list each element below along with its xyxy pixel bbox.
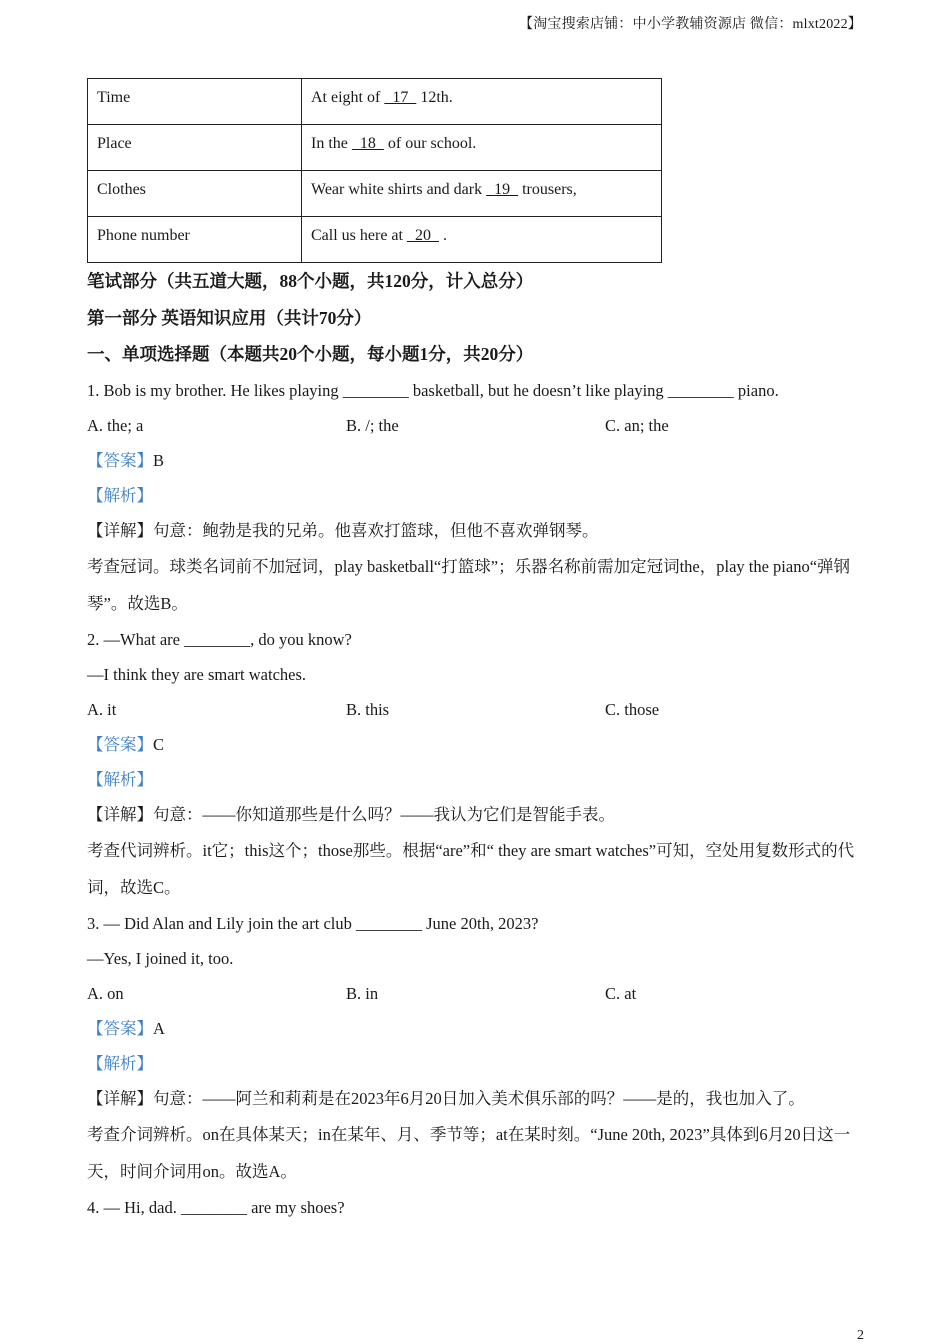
option-c: C. those	[605, 699, 660, 719]
table-row	[88, 217, 662, 263]
option-a: A. it	[87, 699, 117, 719]
answer-line	[87, 727, 867, 762]
answer-line	[87, 1011, 867, 1046]
question-2-options	[87, 692, 867, 727]
answer-value: C	[153, 734, 165, 754]
section1-heading: 一、单项选择题（本题共20个小题，每小题1分，共20分）	[87, 344, 534, 364]
question-3-options	[87, 976, 867, 1011]
analysis-line	[87, 1046, 867, 1081]
blank-18: 18	[351, 135, 384, 152]
detail-line: 【详解】句意：鲍勃是我的兄弟。他喜欢打篮球，但他不喜欢弹钢琴。	[87, 520, 599, 540]
page-number: 2	[857, 1328, 864, 1343]
blank-19: 19	[486, 181, 519, 198]
table-value: In the 18 of our school.	[302, 125, 662, 171]
page-header: 【淘宝搜索店铺：中小学教辅资源店 微信：mlxt2022】	[519, 17, 862, 32]
question-4: 4. — Hi, dad. ________ are my shoes?	[87, 1197, 345, 1217]
answer-tag: 【答案】	[87, 1018, 153, 1038]
page-content	[87, 78, 867, 1225]
table-value: Call us here at 20 .	[302, 217, 662, 263]
table-key: Place	[88, 125, 302, 171]
written-section-heading: 笔试部分（共五道大题，88个小题，共120分，计入总分）	[87, 271, 534, 291]
table-row	[88, 125, 662, 171]
answer-line	[87, 443, 867, 478]
answer-tag: 【答案】	[87, 450, 153, 470]
table-value: Wear white shirts and dark 19 trousers,	[302, 171, 662, 217]
analysis-line	[87, 478, 867, 513]
blank-17: 17	[384, 89, 417, 106]
explanation: 考查冠词。球类名词前不加冠词，play basketball“打篮球”；乐器名称前需加定冠词the，play the piano“弹钢琴”。故选B。	[87, 556, 851, 613]
table-key: Phone number	[88, 217, 302, 263]
part1-heading: 第一部分 英语知识应用（共计70分）	[87, 307, 372, 328]
table-key: Clothes	[88, 171, 302, 217]
question-3: 3. — Did Alan and Lily join the art club ________ June 20th, 2023?	[87, 913, 539, 933]
analysis-line	[87, 762, 867, 797]
analysis-tag: 【解析】	[87, 1053, 153, 1073]
detail-line: 【详解】句意：——你知道那些是什么吗？——我认为它们是智能手表。	[87, 804, 615, 824]
analysis-tag: 【解析】	[87, 769, 153, 789]
question-1-options	[87, 408, 867, 443]
option-c: C. an; the	[605, 415, 669, 435]
info-table	[87, 78, 662, 263]
table-row	[88, 171, 662, 217]
explanation: 考查代词辨析。it它；this这个；those那些。根据“are”和“ they are smart watches”可知，空处用复数形式的代词，故选C。	[87, 840, 855, 897]
table-row	[88, 79, 662, 125]
option-b: B. /; the	[346, 415, 399, 435]
question-1: 1. Bob is my brother. He likes playing ________ basketball, but he doesn’t like playing ________ piano.	[87, 380, 779, 400]
answer-value: B	[153, 450, 165, 470]
table-value: At eight of 17 12th.	[302, 79, 662, 125]
option-c: C. at	[605, 983, 637, 1003]
explanation: 考查介词辨析。on在具体某天；in在某年、月、季节等；at在某时刻。“June 20th, 2023”具体到6月20日这一天，时间介词用on。故选A。	[87, 1124, 851, 1181]
option-a: A. on	[87, 983, 124, 1003]
analysis-tag: 【解析】	[87, 485, 153, 505]
question-3-reply: —Yes, I joined it, too.	[87, 948, 234, 968]
answer-value: A	[153, 1018, 165, 1038]
answer-tag: 【答案】	[87, 734, 153, 754]
table-key: Time	[88, 79, 302, 125]
option-b: B. this	[346, 699, 390, 719]
detail-line: 【详解】句意：——阿兰和莉莉是在2023年6月20日加入美术俱乐部的吗？——是的，我也加入了。	[87, 1088, 805, 1108]
option-b: B. in	[346, 983, 379, 1003]
question-2-reply: —I think they are smart watches.	[87, 664, 307, 684]
question-2: 2. —What are ________, do you know?	[87, 629, 352, 649]
blank-20: 20	[406, 227, 439, 244]
option-a: A. the; a	[87, 415, 144, 435]
